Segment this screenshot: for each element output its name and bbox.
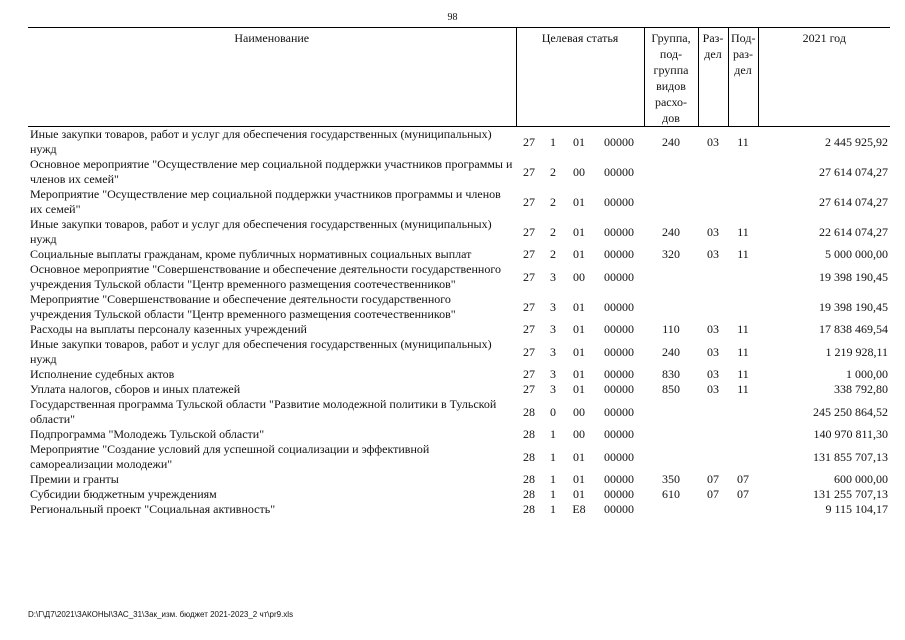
table-row — [28, 292, 890, 322]
row-name: Государственная программа Тульской области "Развитие молодежной политики в Тульской области" — [30, 397, 497, 426]
target-code-2: 3 — [550, 344, 556, 359]
target-code-1: 27 — [523, 344, 535, 359]
target-code-4: 00000 — [604, 404, 634, 419]
target-code-2: 3 — [550, 269, 556, 284]
amount-2021: 131 255 707,13 — [813, 487, 889, 501]
amount-2021: 27 614 074,27 — [819, 194, 889, 209]
target-code-3: 00 — [573, 427, 585, 441]
target-code-2: 1 — [550, 502, 556, 516]
expense-group: 320 — [662, 247, 681, 261]
page-number: 98 — [447, 12, 458, 23]
expense-group: 350 — [662, 472, 681, 486]
header-name: Наименование — [28, 28, 516, 127]
row-name: Мероприятие "Осуществление мер социальной поддержки участников программы и членов их семей" — [30, 187, 501, 216]
target-code-1: 27 — [523, 194, 535, 209]
target-code-4: 00000 — [604, 299, 634, 314]
expense-group: 850 — [662, 382, 681, 396]
table-row — [28, 217, 890, 247]
table-row — [28, 442, 890, 472]
expense-group — [644, 442, 698, 472]
target-code-1: 27 — [523, 299, 535, 314]
header-subsection: Под- раз- дел — [728, 28, 758, 127]
header-section: Раз- дел — [698, 28, 728, 127]
target-code-1: 27 — [523, 322, 535, 336]
subsection-code: 11 — [737, 382, 749, 396]
target-code-3: 01 — [573, 449, 585, 464]
target-code-1: 27 — [523, 367, 535, 381]
amount-2021: 5 000 000,00 — [825, 247, 889, 261]
table-body — [28, 127, 890, 518]
section-code — [698, 262, 728, 292]
subsection-code: 11 — [737, 247, 749, 261]
target-code-3: 01 — [573, 322, 585, 336]
section-code — [698, 187, 728, 217]
table-row — [28, 337, 890, 367]
table-row — [28, 382, 890, 397]
table-row — [28, 127, 890, 158]
expense-group: 240 — [662, 224, 681, 239]
target-code-3: 01 — [573, 367, 585, 381]
table-row — [28, 157, 890, 187]
target-code-2: 1 — [550, 134, 556, 149]
target-code-4: 00000 — [604, 322, 634, 336]
target-code-4: 00000 — [604, 382, 634, 396]
target-code-2: 3 — [550, 382, 556, 396]
row-name: Исполнение судебных актов — [30, 367, 175, 381]
amount-2021: 19 398 190,45 — [819, 269, 889, 284]
expense-group: 110 — [662, 322, 680, 336]
table-row — [28, 262, 890, 292]
row-name: Премии и гранты — [30, 472, 119, 486]
expense-group: 240 — [662, 344, 681, 359]
expense-group: 240 — [662, 134, 681, 149]
target-code-3: 01 — [573, 344, 585, 359]
amount-2021: 19 398 190,45 — [819, 299, 889, 314]
target-code-1: 28 — [523, 502, 535, 516]
target-code-4: 00000 — [604, 194, 634, 209]
section-code — [698, 292, 728, 322]
table-row — [28, 247, 890, 262]
target-code-2: 3 — [550, 322, 556, 336]
table-row — [28, 367, 890, 382]
target-code-1: 27 — [523, 134, 535, 149]
row-name: Иные закупки товаров, работ и услуг для обеспечения государственных (муниципальных) нужд — [30, 337, 492, 366]
subsection-code: 11 — [737, 322, 749, 336]
amount-2021: 9 115 104,17 — [825, 502, 889, 516]
header-target: Целевая статья — [516, 28, 644, 127]
amount-2021: 27 614 074,27 — [819, 164, 889, 179]
row-name: Основное мероприятие "Совершенствование и обеспечение деятельности государственного учреждения Тульской области "Центр временного размещения соотечественников" — [30, 262, 501, 291]
target-code-1: 28 — [523, 404, 535, 419]
target-code-4: 00000 — [604, 427, 634, 441]
expense-group: 610 — [662, 487, 681, 501]
target-code-1: 28 — [523, 472, 535, 486]
subsection-code — [728, 292, 758, 322]
subsection-code — [728, 262, 758, 292]
subsection-code: 07 — [737, 487, 750, 501]
section-code: 03 — [707, 224, 720, 239]
section-code — [698, 397, 728, 427]
target-code-2: 2 — [550, 164, 556, 179]
row-name: Иные закупки товаров, работ и услуг для обеспечения государственных (муниципальных) нужд — [30, 127, 492, 156]
table-row — [28, 487, 890, 502]
section-code: 03 — [707, 134, 720, 149]
expense-group — [644, 397, 698, 427]
target-code-2: 2 — [550, 194, 556, 209]
expense-group — [644, 502, 698, 517]
row-name: Подпрограмма "Молодежь Тульской области" — [30, 427, 265, 441]
amount-2021: 17 838 469,54 — [819, 322, 889, 336]
target-code-1: 27 — [523, 247, 535, 261]
target-code-2: 2 — [550, 247, 556, 261]
row-name: Мероприятие "Создание условий для успешной социализации и эффективной самореализации молодежи" — [30, 442, 430, 471]
section-code: 03 — [707, 367, 720, 381]
target-code-2: 0 — [550, 404, 556, 419]
target-code-4: 00000 — [604, 472, 634, 486]
target-code-4: 00000 — [604, 502, 634, 516]
amount-2021: 1 219 928,11 — [825, 344, 889, 359]
expense-group — [644, 427, 698, 442]
target-code-3: 01 — [573, 134, 585, 149]
subsection-code: 11 — [737, 367, 749, 381]
expense-group — [644, 157, 698, 187]
target-code-3: 01 — [573, 472, 585, 486]
target-code-2: 1 — [550, 427, 556, 441]
table-row — [28, 427, 890, 442]
target-code-1: 28 — [523, 487, 535, 501]
target-code-4: 00000 — [604, 487, 634, 501]
amount-2021: 131 855 707,13 — [813, 449, 889, 464]
subsection-code — [728, 157, 758, 187]
budget-table — [28, 27, 890, 517]
target-code-4: 00000 — [604, 344, 634, 359]
target-code-4: 00000 — [604, 224, 634, 239]
target-code-3: 00 — [573, 269, 585, 284]
target-code-2: 1 — [550, 472, 556, 486]
section-code: 03 — [707, 344, 720, 359]
subsection-code: 07 — [737, 472, 750, 486]
row-name: Региональный проект "Социальная активность" — [30, 502, 276, 516]
target-code-3: 01 — [573, 382, 585, 396]
subsection-code — [728, 442, 758, 472]
target-code-2: 3 — [550, 299, 556, 314]
section-code: 07 — [707, 472, 720, 486]
target-code-4: 00000 — [604, 247, 634, 261]
target-code-1: 28 — [523, 427, 535, 441]
subsection-code — [728, 397, 758, 427]
target-code-4: 00000 — [604, 367, 634, 381]
target-code-3: 01 — [573, 247, 585, 261]
target-code-2: 1 — [550, 449, 556, 464]
subsection-code: 11 — [737, 134, 749, 149]
target-code-3: 01 — [573, 224, 585, 239]
expense-group: 830 — [662, 367, 681, 381]
table-row — [28, 502, 890, 517]
section-code — [698, 442, 728, 472]
target-code-2: 2 — [550, 224, 556, 239]
target-code-3: 01 — [573, 299, 585, 314]
subsection-code — [728, 427, 758, 442]
header-group: Группа, под- группа видов расхо- дов — [644, 28, 698, 127]
subsection-code: 11 — [737, 344, 749, 359]
expense-group — [644, 187, 698, 217]
section-code — [698, 427, 728, 442]
target-code-4: 00000 — [604, 449, 634, 464]
target-code-2: 3 — [550, 367, 556, 381]
target-code-1: 27 — [523, 164, 535, 179]
header-year: 2021 год — [758, 28, 890, 127]
table-header-row — [28, 28, 890, 127]
target-code-4: 00000 — [604, 164, 634, 179]
amount-2021: 2 445 925,92 — [825, 134, 889, 149]
section-code: 07 — [707, 487, 720, 501]
target-code-3: E8 — [572, 502, 586, 516]
target-code-4: 00000 — [604, 269, 634, 284]
target-code-4: 00000 — [604, 134, 634, 149]
target-code-3: 00 — [573, 404, 585, 419]
section-code: 03 — [707, 322, 720, 336]
expense-group — [644, 292, 698, 322]
file-path-footer: D:\Г\Д7\2021\ЗАКОНЫ\ЗАС_31\Зак_изм. бюджет 2021-2023_2 чт\pr9.xls — [28, 610, 294, 619]
section-code — [698, 502, 728, 517]
table-row — [28, 397, 890, 427]
target-code-1: 27 — [523, 224, 535, 239]
row-name: Мероприятие "Совершенствование и обеспечение деятельности государственного учреждения Тульской области "Центр временного размещения соотечественников" — [30, 292, 456, 321]
subsection-code — [728, 187, 758, 217]
target-code-2: 1 — [550, 487, 556, 501]
target-code-1: 28 — [523, 449, 535, 464]
section-code — [698, 157, 728, 187]
table-row — [28, 322, 890, 337]
amount-2021: 1 000,00 — [846, 367, 889, 381]
target-code-1: 27 — [523, 382, 535, 396]
target-code-1: 27 — [523, 269, 535, 284]
row-name: Расходы на выплаты персоналу казенных учреждений — [30, 322, 307, 336]
target-code-3: 00 — [573, 164, 585, 179]
amount-2021: 600 000,00 — [834, 472, 889, 486]
row-name: Иные закупки товаров, работ и услуг для обеспечения государственных (муниципальных) нужд — [30, 217, 492, 246]
amount-2021: 338 792,80 — [834, 382, 889, 396]
row-name: Основное мероприятие "Осуществление мер социальной поддержки участников программы и членов их семей" — [30, 157, 513, 186]
row-name: Субсидии бюджетным учреждениям — [30, 487, 217, 501]
row-name: Социальные выплаты гражданам, кроме публичных нормативных социальных выплат — [30, 247, 472, 261]
expense-group — [644, 262, 698, 292]
row-name: Уплата налогов, сборов и иных платежей — [30, 382, 241, 396]
subsection-code: 11 — [737, 224, 749, 239]
amount-2021: 22 614 074,27 — [819, 224, 889, 239]
table-row — [28, 472, 890, 487]
amount-2021: 245 250 864,52 — [813, 404, 889, 419]
target-code-3: 01 — [573, 194, 585, 209]
target-code-3: 01 — [573, 487, 585, 501]
table-row — [28, 187, 890, 217]
section-code: 03 — [707, 247, 720, 261]
subsection-code — [728, 502, 758, 517]
amount-2021: 140 970 811,30 — [813, 427, 889, 441]
section-code: 03 — [707, 382, 720, 396]
